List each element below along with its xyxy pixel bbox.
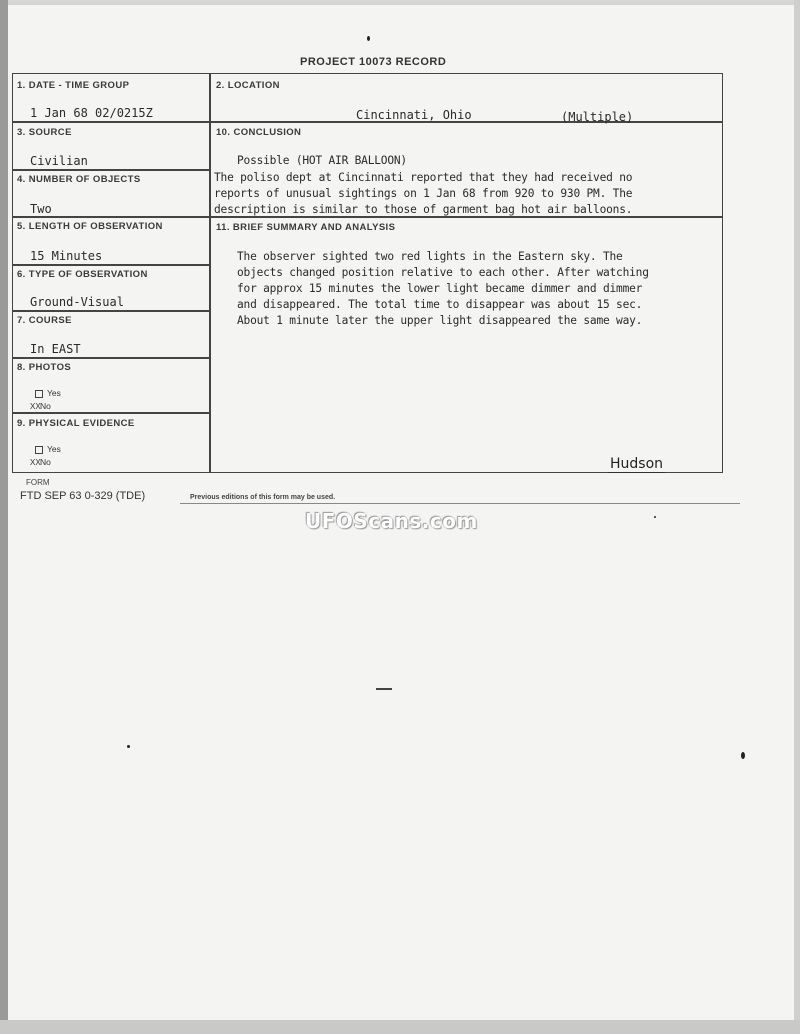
summary-line: and disappeared. The total time to disappear was about 15 sec.	[237, 298, 643, 311]
photos-no-label: No	[40, 401, 51, 411]
location-value: Cincinnati, Ohio	[356, 108, 472, 122]
row-divider	[13, 216, 722, 218]
date-time-group-value: 1 Jan 68 02/0215Z	[30, 106, 153, 120]
conclusion-line: The poliso dept at Cincinnati reported that they had received no	[214, 171, 633, 184]
checkbox-icon	[35, 390, 43, 398]
page-edge	[0, 1020, 800, 1034]
summary-line: About 1 minute later the upper light disappeared the same way.	[237, 314, 643, 327]
page-edge	[0, 0, 8, 1034]
footer-rule	[180, 503, 740, 504]
brief-summary-label: 11. BRIEF SUMMARY AND ANALYSIS	[216, 222, 396, 233]
physical-evidence-label: 9. PHYSICAL EVIDENCE	[17, 418, 135, 429]
location-label: 2. LOCATION	[216, 80, 280, 91]
length-of-observation-label: 5. LENGTH OF OBSERVATION	[17, 221, 163, 232]
footer-previous-editions: Previous editions of this form may be used.	[190, 494, 336, 501]
type-of-observation-value: Ground-Visual	[30, 295, 124, 309]
scan-mark	[376, 688, 392, 690]
date-time-group-label: 1. DATE - TIME GROUP	[17, 80, 130, 91]
row-divider	[13, 264, 210, 266]
photos-label: 8. PHOTOS	[17, 362, 72, 373]
physical-evidence-no-option[interactable]	[30, 457, 51, 467]
physical-evidence-yes-label: Yes	[47, 444, 61, 454]
photos-yes-label: Yes	[47, 388, 61, 398]
course-value: In EAST	[30, 342, 81, 356]
row-divider	[13, 357, 210, 359]
type-of-observation-label: 6. TYPE OF OBSERVATION	[17, 269, 148, 280]
checkbox-icon	[35, 446, 43, 454]
number-of-objects-value: Two	[30, 202, 52, 216]
photos-yes-option[interactable]	[35, 388, 61, 398]
footer-form-label: FORM	[26, 478, 50, 487]
conclusion-line: description is similar to those of garment bag hot air balloons.	[214, 203, 633, 216]
number-of-objects-label: 4. NUMBER OF OBJECTS	[17, 174, 141, 185]
row-divider	[13, 412, 210, 414]
physical-evidence-yes-option[interactable]	[35, 444, 61, 454]
course-label: 7. COURSE	[17, 315, 72, 326]
summary-line: for approx 15 minutes the lower light became dimmer and dimmer	[237, 282, 643, 295]
conclusion-label: 10. CONCLUSION	[216, 127, 302, 138]
conclusion-value: Possible (HOT AIR BALLOON)	[237, 154, 407, 167]
scan-speck	[654, 516, 656, 518]
photos-no-option[interactable]	[30, 401, 51, 411]
analyst-signature: Hudson	[610, 456, 664, 472]
source-value: Civilian	[30, 154, 88, 168]
checked-mark: XX	[30, 402, 41, 412]
row-divider	[13, 169, 210, 171]
summary-line: The observer sighted two red lights in the Eastern sky. The	[237, 250, 623, 263]
location-note: (Multiple)	[561, 110, 634, 124]
physical-evidence-no-label: No	[40, 457, 51, 467]
footer-form-number: FTD SEP 63 0-329 (TDE)	[20, 490, 146, 502]
summary-line: objects changed position relative to each other. After watching	[237, 266, 649, 279]
checked-mark: XX	[30, 458, 41, 468]
scan-speck	[367, 36, 370, 41]
document-title: PROJECT 10073 RECORD	[300, 56, 447, 68]
source-label: 3. SOURCE	[17, 127, 72, 138]
watermark: UFOScans.com	[305, 509, 478, 533]
scan-speck	[741, 752, 745, 759]
page-edge	[0, 0, 800, 5]
page-edge	[794, 0, 800, 1034]
length-of-observation-value: 15 Minutes	[30, 249, 103, 263]
row-divider	[13, 310, 210, 312]
scan-speck	[127, 745, 130, 748]
conclusion-line: reports of unusual sightings on 1 Jan 68 from 920 to 930 PM. The	[214, 187, 633, 200]
